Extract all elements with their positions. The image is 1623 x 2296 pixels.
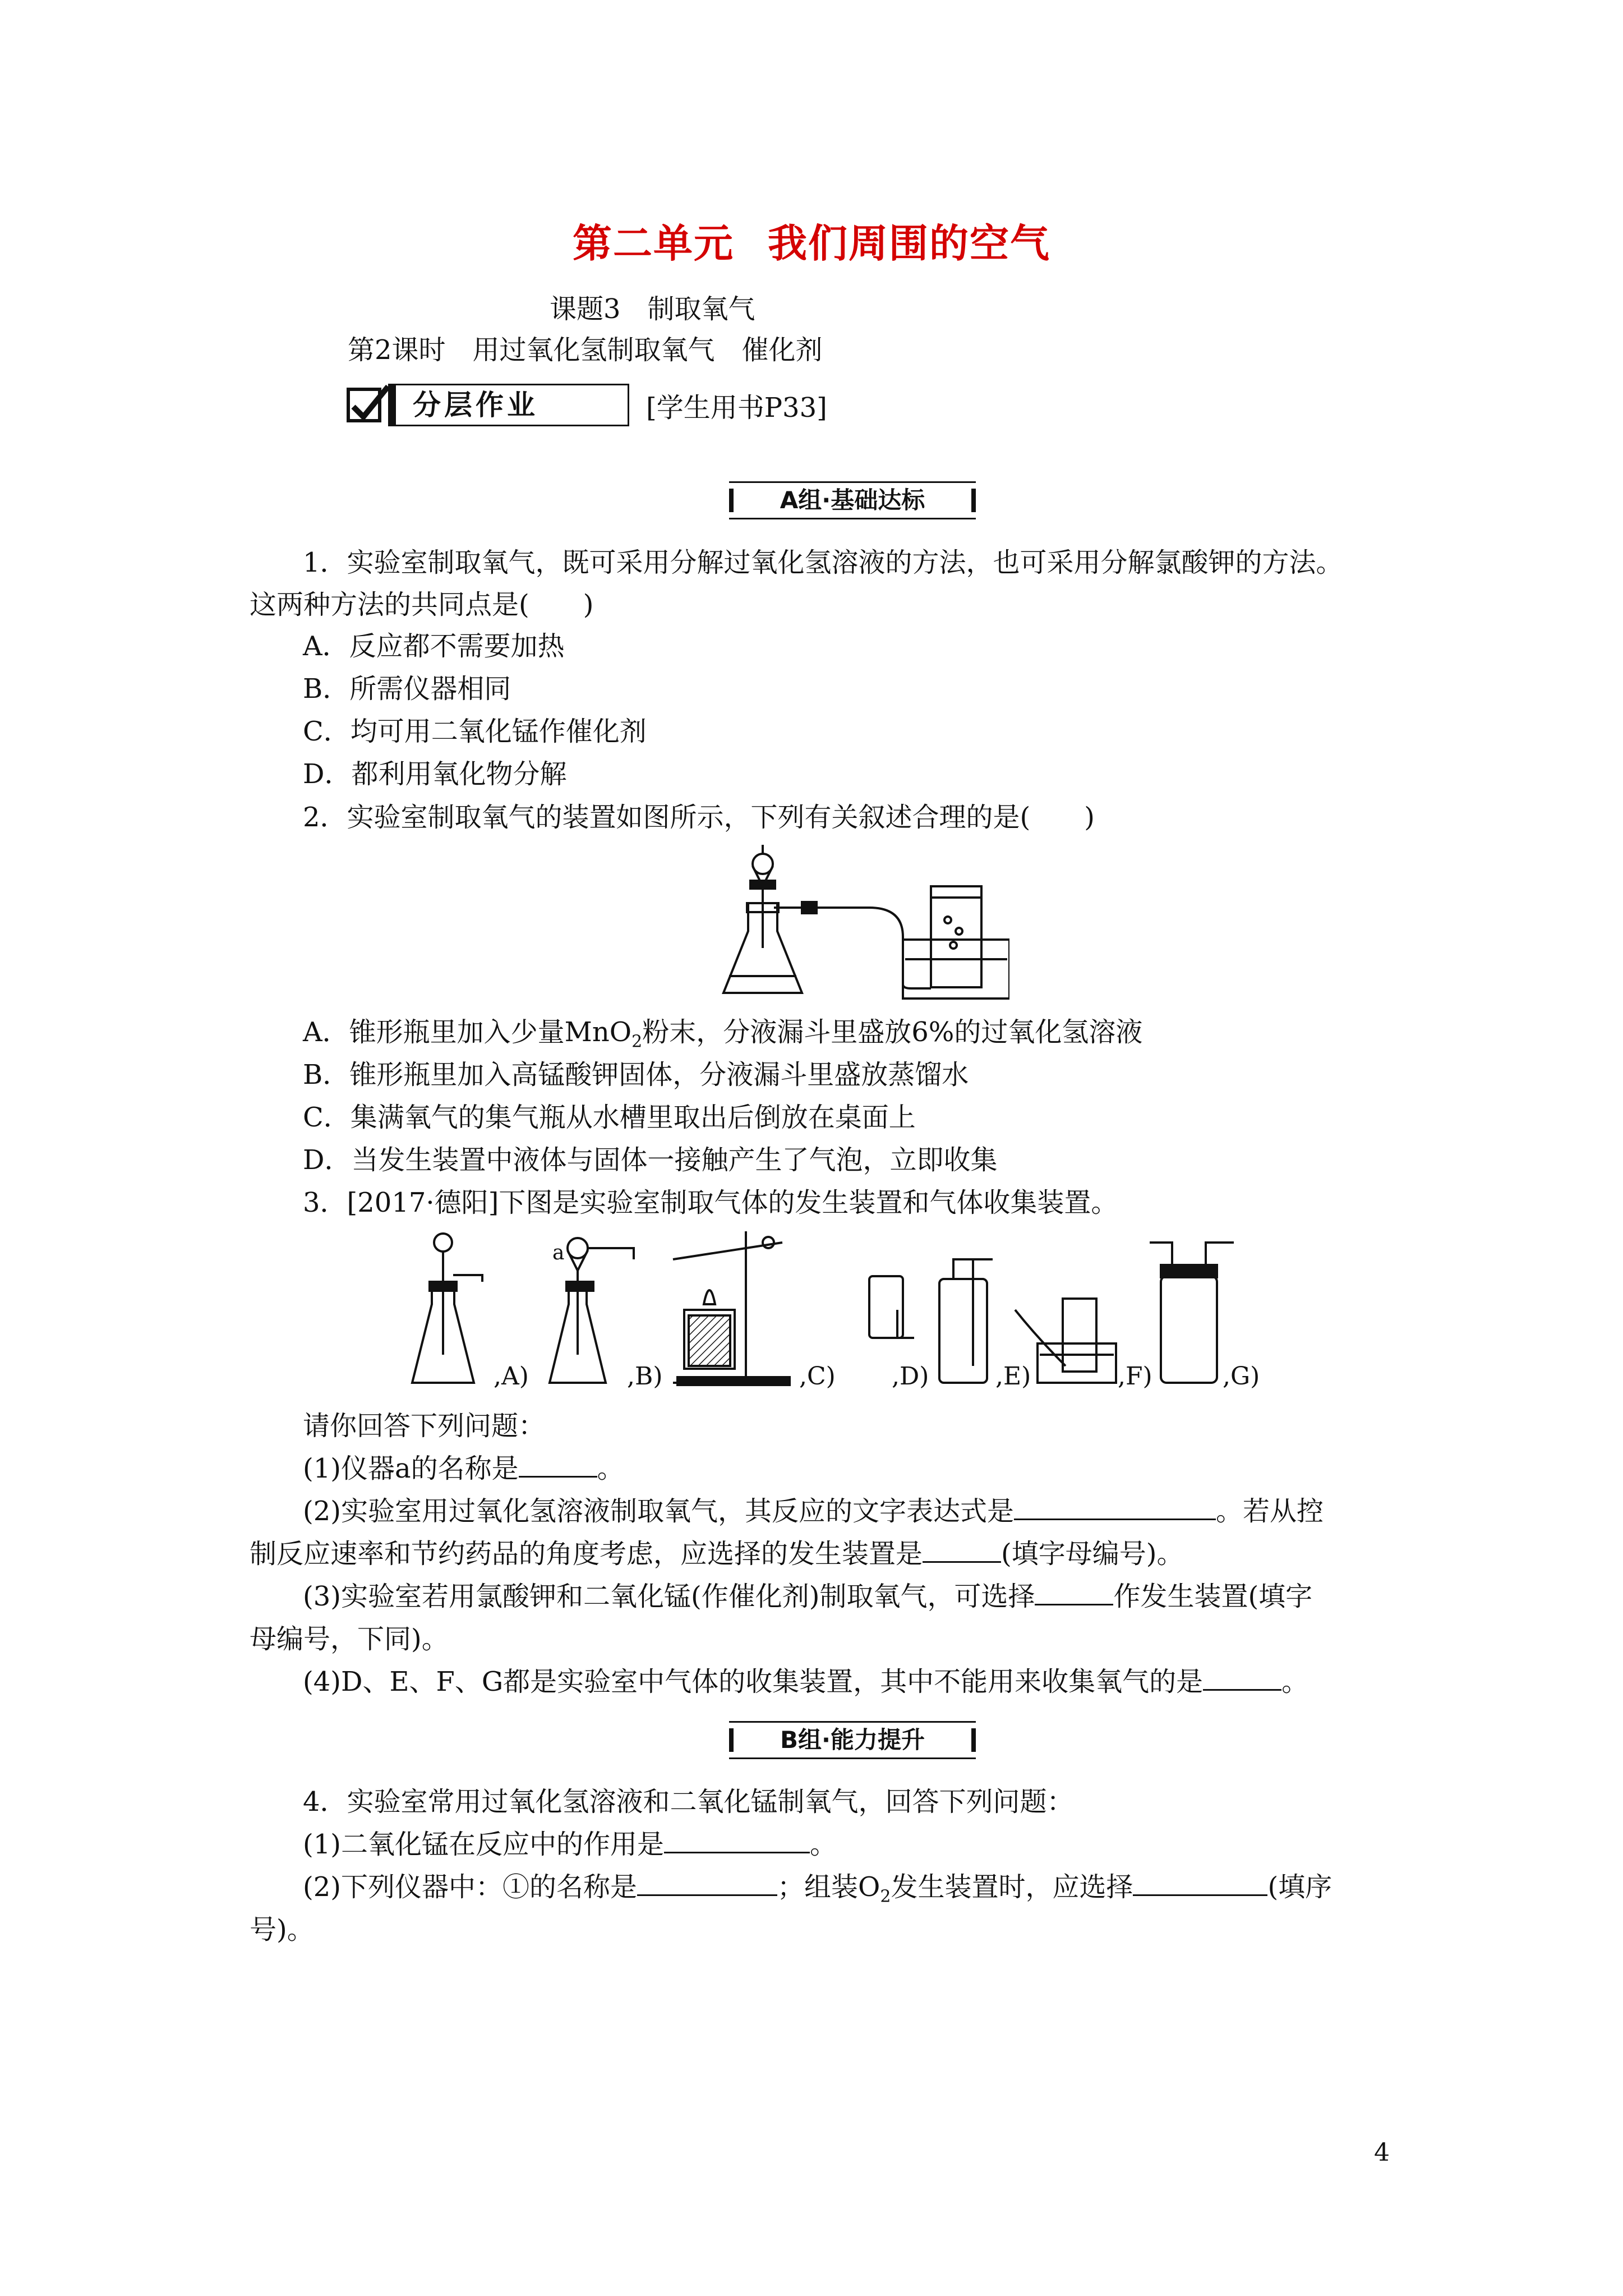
answer-blank[interactable] [1133,1872,1267,1896]
q3-part1: (1)仪器a的名称是 。 [303,1453,624,1484]
homework-label: 分层作业 [388,384,629,426]
label-a: a [552,1241,565,1264]
q3-part4: (4)D、E、F、G都是实验室中气体的收集装置，其中不能用来收集氧气的是 。 [303,1666,1309,1697]
q2-option-c: C．集满氧气的集气瓶从水槽里取出后倒放在桌面上 [303,1102,916,1133]
q4-part2-cont: 号)。 [250,1914,314,1945]
q3-part3-cont: 母编号，下同)。 [250,1623,449,1655]
q1-stem: 1．实验室制取氧气，既可采用分解过氧化氢溶液的方法，也可采用分解氯酸钾的方法。 [303,547,1343,578]
q3-part2-cont: 制反应速率和节约药品的角度考虑，应选择的发生装置是 (填字母编号)。 [250,1538,1184,1570]
oxygen-apparatus-figure [718,841,1009,1004]
q4-stem: 4．实验室常用过氧化氢溶液和二氧化锰制氧气，回答下列问题： [303,1786,1074,1818]
checkbox-icon [347,388,381,422]
q1-option-a: A．反应都不需要加热 [303,631,565,662]
q2-stem: 2．实验室制取氧气的装置如图所示，下列有关叙述合理的是( ) [303,802,1095,833]
lesson-title: 第2课时 用过氧化氢制取氧气 催化剂 [348,334,823,366]
q1-option-d: D．都利用氧化物分解 [303,758,567,790]
answer-blank[interactable] [1014,1496,1216,1520]
group-a-heading: A组·基础达标 [729,481,976,519]
q2-option-b: B．锥形瓶里加入高锰酸钾固体，分液漏斗里盛放蒸馏水 [303,1059,969,1091]
answer-blank[interactable] [637,1872,777,1896]
homework-reference: [学生用书P33] [646,392,827,424]
answer-blank[interactable] [519,1453,597,1478]
q3-part3: (3)实验室若用氯酸钾和二氧化锰(作催化剂)制取氧气，可选择 作发生装置(填字 [303,1581,1313,1612]
q4-part2: (2)下列仪器中：①的名称是 ；组装$O_2$发生装置时，应选择 (填序 [303,1871,1332,1907]
apparatus-label-d: ,D) [892,1362,929,1391]
answer-blank[interactable] [1035,1581,1113,1605]
apparatus-label-a: ,A) [494,1362,529,1391]
q3-prompt: 请你回答下列问题： [303,1410,546,1442]
apparatus-label-f: ,F) [1118,1362,1152,1391]
q1-option-c: C．均可用二氧化锰作催化剂 [303,716,647,747]
page-number: 4 [1374,2138,1390,2167]
homework-banner [347,383,827,427]
unit-title: 第二单元 我们周围的空气 [573,220,1050,266]
answer-blank[interactable] [664,1829,810,1853]
q3-stem: 3．[2017·德阳]下图是实验室制取气体的发生装置和气体收集装置。 [303,1187,1118,1218]
answer-blank[interactable] [1203,1667,1281,1691]
q2-option-d: D．当发生装置中液体与固体一接触产生了气泡，立即收集 [303,1144,998,1176]
answer-blank[interactable] [923,1539,1001,1563]
q1-option-b: B．所需仪器相同 [303,673,511,705]
q1-stem-cont: 这两种方法的共同点是( ) [250,589,594,620]
q4-part1: (1)二氧化锰在反应中的作用是 。 [303,1829,837,1860]
q2-option-a: A．锥形瓶里加入少量MnO$_2$粉末，分液漏斗里盛放6%的过氧化氢溶液 [303,1016,1143,1052]
group-b-heading: B组·能力提升 [729,1721,976,1759]
apparatus-label-b: ,B) [627,1362,663,1391]
apparatus-label-c: ,C) [799,1362,836,1391]
apparatus-label-e: ,E) [995,1362,1031,1391]
apparatus-label-g: ,G) [1223,1362,1260,1391]
q3-part2: (2)实验室用过氧化氢溶液制取氧气，其反应的文字表达式是 。若从控 [303,1496,1324,1527]
topic-title: 课题3 制取氧气 [550,293,755,325]
gas-apparatus-row [409,1226,1284,1394]
